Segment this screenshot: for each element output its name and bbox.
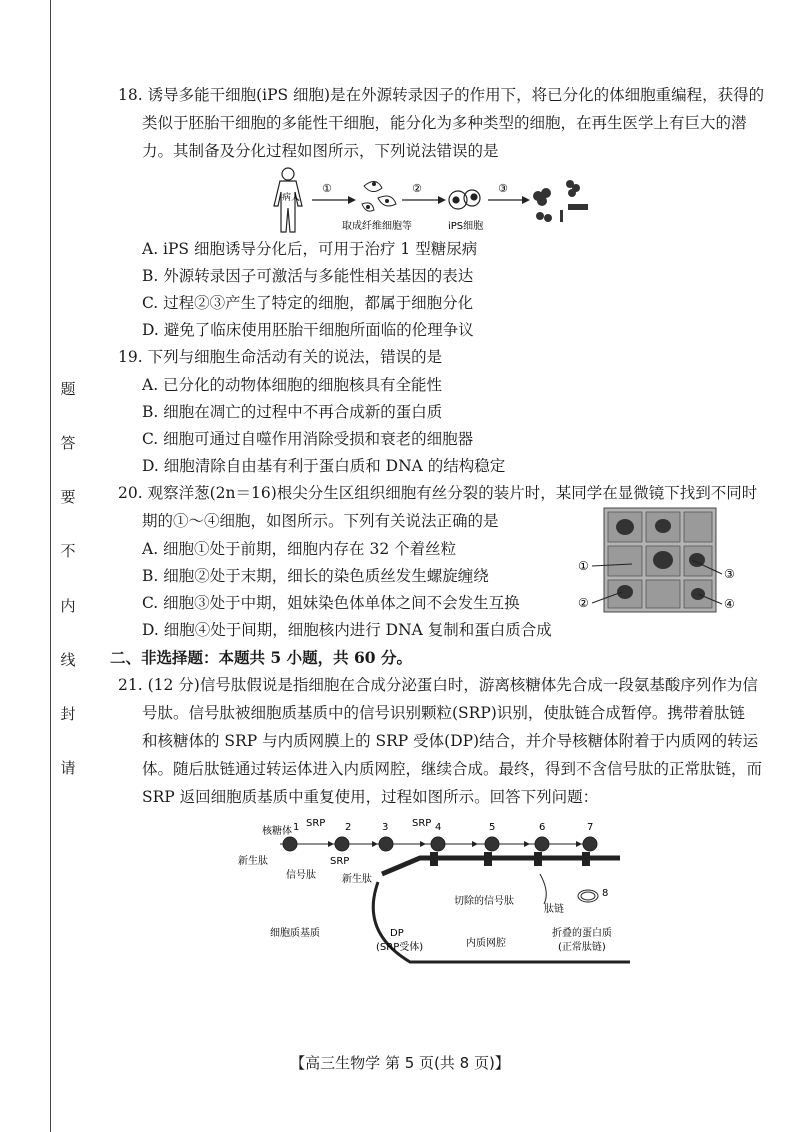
fibroblast-caption: 取成纤维细胞等	[342, 221, 412, 232]
step-number: 7	[587, 822, 594, 833]
fibroblast-cells	[362, 181, 396, 211]
question-18-figure	[120, 166, 760, 236]
step-number: 4	[435, 822, 442, 833]
question-21-stem-line: 号肽。信号肽被细胞质基质中的信号识别颗粒(SRP)识别，使肽链合成暂停。携带着肽链	[142, 704, 745, 723]
cut-signal-label: 切除的信号肽	[454, 896, 514, 907]
question-18-stem-line: 力。其制备及分化过程如图所示，下列说法错误的是	[142, 142, 499, 161]
question-18-option-b: B. 外源转录因子可激活与多能性相关基因的表达	[142, 266, 474, 285]
peptide-chain-label: 肽链	[544, 904, 564, 915]
question-21-stem-line: SRP 返回细胞质基质中重复使用，过程如图所示。回答下列问题：	[142, 788, 599, 807]
question-18-option-c: C. 过程②③产生了特定的细胞，都属于细胞分化	[142, 293, 474, 312]
ribosome-label: 核糖体	[262, 826, 292, 837]
cytoplasm-label: 细胞质基质	[270, 928, 320, 939]
binding-char: 题	[60, 380, 76, 398]
question-21-stem-line: 体。随后肽链通过转运体进入内质网腔，继续合成。最终，得到不含信号肽的正常肽链，而	[142, 760, 763, 779]
binding-line	[50, 0, 51, 1132]
binding-char: 线	[60, 650, 76, 669]
step-2-label: ②	[412, 182, 422, 195]
step-number: 5	[489, 822, 496, 833]
question-18-option-d: D. 避免了临床使用胚胎干细胞所面临的伦理争议	[142, 320, 474, 339]
signal-peptide-label: 信号肽	[286, 870, 316, 881]
question-21	[118, 672, 763, 972]
question-19-option-a: A. 已分化的动物体细胞的细胞核具有全能性	[142, 375, 443, 394]
ips-process-diagram	[120, 166, 760, 236]
question-19-option-d: D. 细胞清除自由基有利于蛋白质和 DNA 的结构稳定	[142, 456, 506, 475]
question-19-stem: 19. 下列与细胞生命活动有关的说法，错误的是	[118, 348, 443, 367]
binding-char: 要	[60, 488, 76, 507]
question-20-option-c: C. 细胞③处于中期，姐妹染色体单体之间不会发生互换	[142, 593, 520, 612]
question-19-option-c: C. 细胞可通过自噬作用消除受损和衰老的细胞器	[142, 429, 474, 448]
question-20-stem-line: 20. 观察洋葱(2n＝16)根尖分生区组织细胞有丝分裂的装片时，某同学在显微镜下找到不同时	[118, 484, 758, 503]
signal-peptide-diagram	[120, 812, 760, 972]
ips-cells	[449, 190, 480, 209]
folded-protein-coil	[540, 874, 598, 904]
question-18-stem-line: 18. 诱导多能干细胞(iPS 细胞)是在外源转录因子的作用下，将已分化的体细胞重编程，获得的	[118, 86, 765, 105]
question-20-figure	[492, 502, 742, 622]
normal-chain-label: (正常肽链)	[558, 942, 606, 953]
dp-note-label: (SRP受体)	[376, 942, 424, 953]
step-1-label: ①	[322, 182, 332, 195]
binding-char: 请	[60, 758, 76, 777]
question-20-stem-line: 期的①～④细胞，如图所示。下列有关说法正确的是	[142, 512, 499, 531]
page-footer: 【高三生物学 第 5 页(共 8 页)】	[290, 1054, 510, 1072]
binding-margin-text	[57, 378, 79, 778]
cell-label-4: ④	[724, 597, 735, 611]
question-20-option-b: B. 细胞②处于末期，细长的染色质丝发生螺旋缠绕	[142, 566, 489, 585]
new-peptide-mid-label: 新生肽	[342, 874, 372, 885]
new-peptide-left-label: 新生肽	[238, 856, 268, 867]
cell-label-2: ②	[578, 596, 589, 610]
step-number: 6	[539, 822, 546, 833]
differentiated-cells	[533, 180, 588, 222]
step-number: 3	[382, 822, 389, 833]
question-18	[118, 82, 765, 344]
binding-char: 答	[60, 434, 76, 453]
question-19-option-b: B. 细胞在凋亡的过程中不再合成新的蛋白质	[142, 402, 443, 421]
step-number: 8	[602, 888, 609, 899]
question-21-stem-line: 和核糖体的 SRP 与内质网膜上的 SRP 受体(DP)结合，并介导核糖体附着于内质网的转运	[142, 732, 759, 751]
question-21-figure	[120, 812, 760, 972]
binding-char: 封	[60, 704, 76, 723]
binding-char: 不	[60, 542, 76, 561]
question-20-option-d: D. 细胞④处于间期，细胞核内进行 DNA 复制和蛋白质合成	[142, 620, 552, 639]
cell-label-1: ①	[578, 559, 589, 573]
er-lumen-label: 内质网腔	[466, 938, 506, 949]
question-19	[120, 344, 760, 480]
section-heading-non-choice: 二、非选择题：本题共 5 小题，共 60 分。	[110, 648, 412, 668]
question-18-stem-line: 类似于胚胎干细胞的多能性干细胞，能分化为多种类型的细胞，在再生医学上有巨大的潜	[142, 114, 747, 133]
question-21-stem-line: 21. (12 分)信号肽假说是指细胞在合成分泌蛋白时，游离核糖体先合成一段氨基酸序列作为信	[118, 676, 758, 695]
step-3-label: ③	[498, 182, 508, 195]
srp-bound-label: SRP	[330, 856, 350, 867]
folded-protein-label: 折叠的蛋白质	[552, 928, 612, 939]
step-number: 1	[293, 822, 300, 833]
ips-caption: iPS细胞	[448, 221, 484, 232]
question-18-option-a: A. iPS 细胞诱导分化后，可用于治疗 1 型糖尿病	[142, 239, 478, 258]
patient-label: 病人	[282, 193, 301, 203]
dp-label: DP	[390, 928, 404, 939]
question-20-option-a: A. 细胞①处于前期，细胞内存在 32 个着丝粒	[142, 539, 457, 558]
srp-out-label: SRP	[412, 818, 432, 829]
cell-label-3: ③	[724, 567, 735, 581]
binding-char: 内	[60, 596, 76, 615]
srp-in-label: SRP	[306, 818, 326, 829]
onion-root-micrograph	[492, 502, 742, 618]
step-number: 2	[345, 822, 352, 833]
